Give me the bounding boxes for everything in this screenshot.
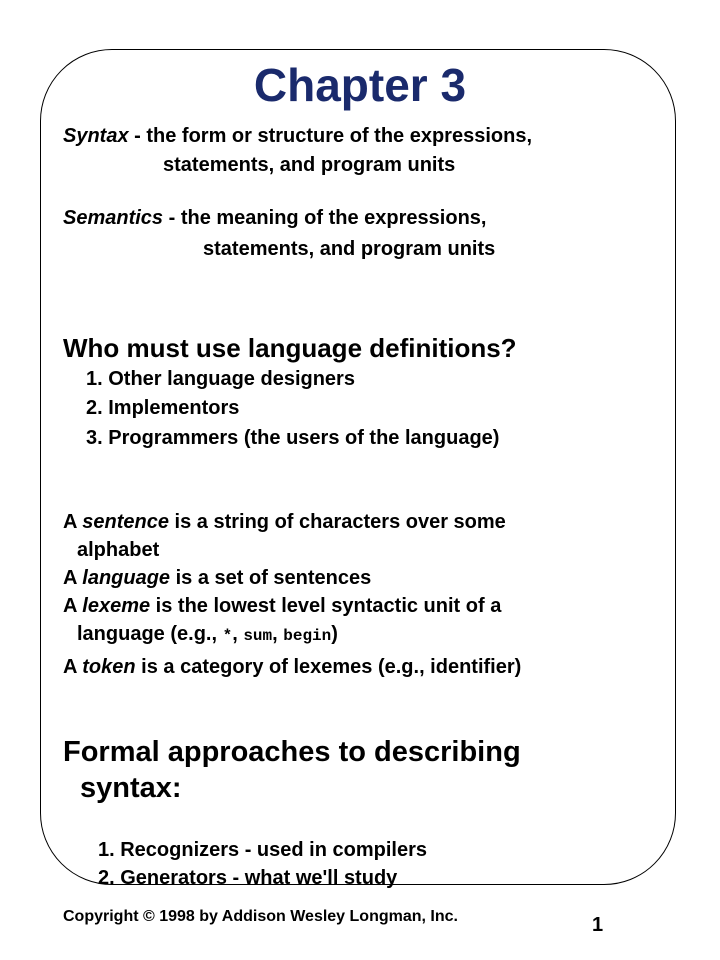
who-item-1: 1. Other language designers — [86, 368, 355, 390]
sentence-definition-continued: alphabet — [77, 539, 160, 561]
token-article: A — [63, 656, 83, 678]
formal-heading-line-2: syntax: — [80, 772, 182, 804]
language-definition — [63, 567, 371, 590]
lexeme-definition-continued — [77, 623, 338, 646]
lexeme-definition — [63, 595, 501, 618]
who-heading: Who must use language definitions? — [63, 333, 517, 363]
formal-item-2: 2. Generators - what we'll study — [98, 867, 398, 889]
lexeme-example-star: * — [222, 627, 233, 645]
page-number: 1 — [592, 914, 604, 936]
language-article: A — [63, 567, 83, 589]
copyright-footer: Copyright © 1998 by Addison Wesley Longman, Inc. — [63, 908, 458, 925]
page-title: Chapter 3 — [253, 59, 467, 111]
syntax-term: Syntax — [63, 125, 129, 147]
semantics-definition-continued: statements, and program units — [203, 238, 496, 260]
language-term: language — [82, 567, 171, 589]
sentence-text: is a string of characters over some — [168, 511, 506, 533]
language-text: is a set of sentences — [170, 567, 372, 589]
who-item-3: 3. Programmers (the users of the language) — [86, 427, 500, 449]
lexeme-example-prefix: language (e.g., — [77, 623, 223, 645]
semantics-definition-text: - the meaning of the expressions, — [163, 207, 487, 229]
sentence-article: A — [63, 511, 83, 533]
lexeme-text: is the lowest level syntactic unit of a — [150, 595, 502, 617]
semantics-definition — [63, 207, 486, 230]
lexeme-term: lexeme — [82, 595, 151, 617]
sentence-definition — [63, 511, 506, 534]
formal-heading-line-1: Formal approaches to describing — [63, 736, 521, 768]
syntax-definition-continued: statements, and program units — [163, 154, 456, 176]
token-definition — [63, 656, 521, 679]
sentence-term: sentence — [82, 511, 169, 533]
syntax-definition-text: - the form or structure of the expressions, — [128, 125, 533, 147]
token-term: token — [82, 656, 136, 678]
semantics-term: Semantics — [63, 207, 164, 229]
lexeme-example-begin: begin — [283, 627, 332, 645]
lexeme-example-suffix: ) — [331, 623, 338, 645]
lexeme-example-sep-2: , — [272, 623, 284, 645]
token-text: is a category of lexemes (e.g., identifier) — [135, 656, 522, 678]
lexeme-example-sep-1: , — [232, 623, 244, 645]
lexeme-example-sum: sum — [243, 627, 273, 645]
who-item-2: 2. Implementors — [86, 397, 240, 419]
formal-item-1: 1. Recognizers - used in compilers — [98, 839, 427, 861]
lexeme-article: A — [63, 595, 83, 617]
syntax-definition — [63, 125, 532, 148]
